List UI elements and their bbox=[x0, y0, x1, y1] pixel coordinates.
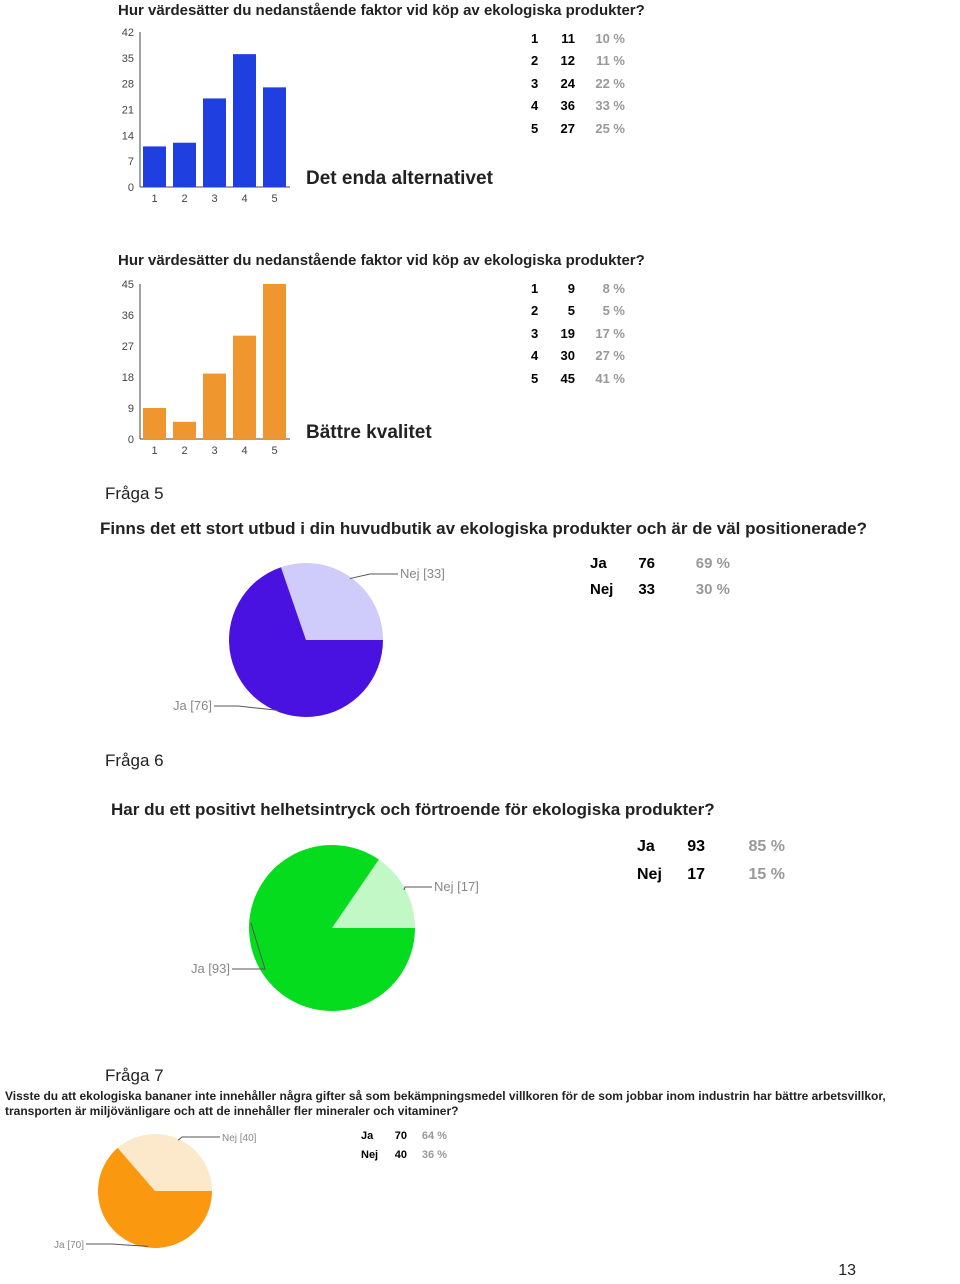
bar bbox=[173, 422, 196, 439]
stats-percent: 69 % bbox=[695, 554, 730, 572]
bar bbox=[173, 143, 196, 187]
stats-row bbox=[531, 117, 625, 140]
stats-count: 76 bbox=[638, 554, 655, 572]
y-tick-label: 9 bbox=[127, 403, 134, 415]
stats-percent: 85 % bbox=[748, 838, 785, 855]
stats-count: 93 bbox=[687, 838, 705, 855]
section-label-fraga-5: Fråga 5 bbox=[105, 484, 164, 503]
callout-line-nej bbox=[404, 887, 432, 890]
x-tick-label: 4 bbox=[241, 193, 248, 205]
stats-row bbox=[531, 50, 625, 73]
stats-row bbox=[590, 550, 730, 576]
chart2-title: Hur värdesätter du nedanstående faktor vid köp av ekologiska produkter? bbox=[118, 252, 645, 269]
y-tick-label: 35 bbox=[121, 52, 134, 65]
callout-label-ja: Ja [70] bbox=[53, 1240, 84, 1251]
stats-count: 24 bbox=[560, 75, 575, 91]
chart5-title-line2: transporten är miljövänligare och att de innehåller fler mineraler och vitaminer? bbox=[5, 1104, 459, 1118]
callout-line-nej bbox=[350, 574, 398, 579]
bar bbox=[203, 374, 226, 439]
stats-row bbox=[637, 861, 785, 889]
callout-label-ja: Ja [76] bbox=[172, 698, 212, 713]
stats-category: 4 bbox=[531, 98, 539, 114]
stats-percent: 11 % bbox=[596, 53, 625, 69]
stats-row bbox=[590, 576, 730, 602]
x-tick-label: 5 bbox=[271, 193, 278, 205]
y-tick-label: 21 bbox=[121, 104, 134, 117]
section-label-fraga-7: Fråga 7 bbox=[105, 1066, 164, 1085]
chart1-bar-chart bbox=[110, 22, 310, 212]
stats-count: 17 bbox=[687, 866, 705, 883]
chart4-title: Har du ett positivt helhetsintryck och förtroende för ekologiska produkter? bbox=[111, 800, 715, 819]
stats-percent: 27 % bbox=[595, 348, 625, 364]
stats-category: 3 bbox=[531, 75, 539, 91]
stats-count: 40 bbox=[394, 1149, 407, 1162]
x-tick-label: 5 bbox=[271, 445, 278, 457]
stats-row bbox=[531, 72, 625, 95]
callout-label-nej: Nej [33] bbox=[400, 566, 445, 581]
callout-label-ja: Ja [93] bbox=[190, 961, 230, 976]
callout-line-nej bbox=[178, 1137, 220, 1140]
stats-row bbox=[531, 277, 625, 300]
chart5-title-line1: Visste du att ekologiska bananer inte innehåller några gifter så som bekämpningsmedel villkoren för de som jobbar inom industrin har bättre arbetsvillkor, bbox=[5, 1089, 886, 1103]
x-tick-label: 1 bbox=[151, 193, 158, 205]
stats-row bbox=[531, 95, 625, 118]
stats-count: 30 bbox=[560, 348, 575, 364]
bar bbox=[143, 408, 166, 439]
chart1-stats-table bbox=[531, 27, 625, 140]
stats-row bbox=[531, 322, 625, 345]
bar bbox=[263, 284, 286, 439]
stats-percent: 10 % bbox=[595, 30, 625, 46]
stats-count: 9 bbox=[567, 280, 575, 296]
y-tick-label: 0 bbox=[127, 434, 134, 446]
chart4-pie-chart bbox=[180, 840, 500, 1020]
stats-row bbox=[531, 345, 625, 368]
stats-category: 3 bbox=[531, 325, 539, 341]
stats-count: 12 bbox=[560, 53, 575, 69]
stats-count: 36 bbox=[560, 98, 575, 114]
chart4-stats-table bbox=[637, 833, 785, 889]
chart3-pie-chart bbox=[160, 550, 460, 730]
bar bbox=[263, 87, 286, 187]
chart2-subtitle: Bättre kvalitet bbox=[306, 422, 432, 443]
stats-category: 1 bbox=[531, 30, 539, 46]
stats-percent: 36 % bbox=[421, 1149, 447, 1162]
x-tick-label: 2 bbox=[181, 445, 188, 457]
stats-count: 19 bbox=[560, 325, 575, 341]
chart1-title: Hur värdesätter du nedanstående faktor vid köp av ekologiska produkter? bbox=[118, 2, 645, 19]
stats-label: Nej bbox=[590, 580, 614, 598]
stats-row bbox=[531, 27, 625, 50]
stats-percent: 30 % bbox=[695, 580, 730, 598]
x-tick-label: 3 bbox=[211, 193, 218, 205]
y-tick-label: 7 bbox=[127, 156, 134, 169]
stats-category: 4 bbox=[531, 348, 539, 364]
x-tick-label: 3 bbox=[211, 445, 218, 457]
stats-row bbox=[361, 1146, 447, 1166]
y-tick-label: 42 bbox=[121, 27, 134, 39]
x-tick-label: 4 bbox=[241, 445, 248, 457]
stats-count: 33 bbox=[638, 580, 655, 598]
stats-percent: 64 % bbox=[421, 1129, 447, 1142]
stats-percent: 33 % bbox=[595, 98, 625, 114]
page-number: 13 bbox=[838, 1262, 856, 1279]
x-tick-label: 1 bbox=[151, 445, 158, 457]
stats-category: 2 bbox=[531, 303, 539, 319]
bar bbox=[143, 146, 166, 187]
stats-label: Nej bbox=[361, 1149, 379, 1162]
stats-category: 5 bbox=[531, 370, 539, 386]
chart3-stats-table bbox=[590, 550, 730, 602]
stats-percent: 17 % bbox=[595, 325, 625, 341]
stats-label: Ja bbox=[590, 554, 607, 572]
chart5-pie-chart bbox=[40, 1126, 280, 1256]
stats-percent: 41 % bbox=[595, 370, 625, 386]
section-label-fraga-6: Fråga 6 bbox=[105, 751, 164, 770]
bar bbox=[233, 336, 256, 439]
chart2-stats-table bbox=[531, 277, 625, 390]
bar bbox=[233, 54, 256, 187]
callout-label-nej: Nej [17] bbox=[434, 879, 479, 894]
stats-row bbox=[531, 300, 625, 323]
stats-count: 11 bbox=[561, 30, 575, 46]
y-tick-label: 18 bbox=[121, 372, 134, 384]
stats-label: Ja bbox=[361, 1129, 374, 1142]
stats-category: 5 bbox=[531, 120, 539, 136]
chart2-bar-chart bbox=[110, 274, 310, 464]
stats-count: 5 bbox=[567, 303, 575, 319]
stats-percent: 5 % bbox=[602, 303, 625, 319]
stats-percent: 22 % bbox=[595, 75, 625, 91]
stats-label: Nej bbox=[637, 866, 662, 883]
y-tick-label: 14 bbox=[121, 130, 134, 143]
callout-label-nej: Nej [40] bbox=[222, 1133, 257, 1144]
stats-percent: 25 % bbox=[595, 120, 625, 136]
stats-row bbox=[637, 833, 785, 861]
bar bbox=[203, 98, 226, 187]
stats-category: 1 bbox=[531, 280, 539, 296]
stats-row bbox=[531, 367, 625, 390]
y-tick-label: 0 bbox=[127, 182, 134, 194]
y-tick-label: 36 bbox=[121, 310, 134, 322]
stats-count: 45 bbox=[560, 370, 575, 386]
stats-label: Ja bbox=[637, 838, 655, 855]
stats-count: 70 bbox=[394, 1129, 407, 1142]
stats-percent: 8 % bbox=[602, 280, 625, 296]
chart5-stats-table bbox=[361, 1126, 447, 1165]
stats-percent: 15 % bbox=[748, 866, 785, 883]
stats-row bbox=[361, 1126, 447, 1146]
chart1-subtitle: Det enda alternativet bbox=[306, 168, 493, 189]
stats-category: 2 bbox=[531, 53, 539, 69]
y-tick-label: 27 bbox=[121, 341, 134, 353]
stats-count: 27 bbox=[560, 120, 575, 136]
y-tick-label: 45 bbox=[121, 279, 134, 291]
x-tick-label: 2 bbox=[181, 193, 188, 205]
chart3-title: Finns det ett stort utbud i din huvudbutik av ekologiska produkter och är de väl positionerade? bbox=[100, 519, 867, 538]
y-tick-label: 28 bbox=[121, 78, 134, 91]
